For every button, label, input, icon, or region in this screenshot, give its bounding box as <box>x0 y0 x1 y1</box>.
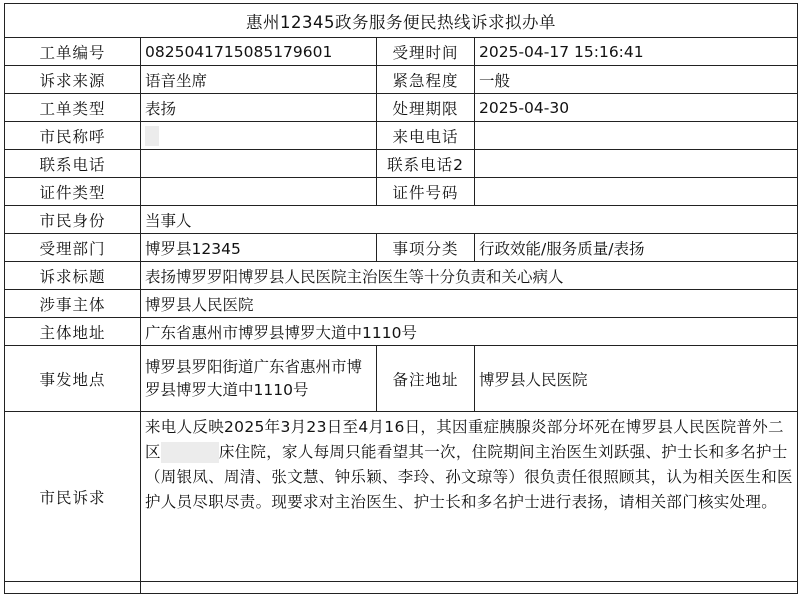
urgency-label: 紧急程度 <box>377 66 475 94</box>
urgency-value: 一般 <box>475 66 798 94</box>
work-order-form <box>4 3 797 594</box>
accept-time-label: 受理时间 <box>377 38 475 66</box>
id-type-label: 证件类型 <box>5 178 141 206</box>
form-title: 惠州12345政务服务便民热线诉求拟办单 <box>5 4 798 38</box>
contact-phone-label: 联系电话 <box>5 150 141 178</box>
entity-label: 涉事主体 <box>5 290 141 318</box>
category-value: 行政效能/服务质量/表扬 <box>475 234 798 262</box>
identity-label: 市民身份 <box>5 206 141 234</box>
subject-value: 表扬博罗罗阳博罗县人民医院主治医生等十分负责和关心病人 <box>141 262 798 290</box>
note-address-value: 博罗县人民医院 <box>475 346 798 412</box>
contact-phone2-label: 联系电话2 <box>377 150 475 178</box>
complaint-label: 市民诉求 <box>5 412 141 582</box>
identity-value: 当事人 <box>141 206 798 234</box>
type-value: 表扬 <box>141 94 377 122</box>
accept-time-value: 2025-04-17 15:16:41 <box>475 38 798 66</box>
work-order-table <box>4 3 798 594</box>
redaction-block <box>161 442 219 463</box>
order-no-value: 0825041715085179601 <box>141 38 377 66</box>
location-label: 事发地点 <box>5 346 141 412</box>
contact-phone2-value <box>475 150 798 178</box>
location-value: 博罗县罗阳街道广东省惠州市博罗县博罗大道中1110号 <box>141 346 377 412</box>
order-no-label: 工单编号 <box>5 38 141 66</box>
contact-phone-value <box>141 150 377 178</box>
entity-address-value: 广东省惠州市博罗县博罗大道中1110号 <box>141 318 798 346</box>
type-label: 工单类型 <box>5 94 141 122</box>
entity-address-label: 主体地址 <box>5 318 141 346</box>
entity-value: 博罗县人民医院 <box>141 290 798 318</box>
citizen-name-value <box>141 122 377 150</box>
deadline-label: 处理期限 <box>377 94 475 122</box>
deadline-value: 2025-04-30 <box>475 94 798 122</box>
dept-label: 受理部门 <box>5 234 141 262</box>
subject-label: 诉求标题 <box>5 262 141 290</box>
caller-phone-value <box>475 122 798 150</box>
dept-value: 博罗县12345 <box>141 234 377 262</box>
note-address-label: 备注地址 <box>377 346 475 412</box>
redaction-block <box>145 126 159 146</box>
id-no-label: 证件号码 <box>377 178 475 206</box>
id-type-value <box>141 178 377 206</box>
source-value: 语音坐席 <box>141 66 377 94</box>
complaint-text-part1: 来电人反映2025年3月23日至4月16日，其因重症胰腺炎部分坏死在博罗县人民医院普外二区 <box>145 418 784 461</box>
caller-phone-label: 来电电话 <box>377 122 475 150</box>
next-row-value <box>141 582 798 594</box>
complaint-value <box>141 412 798 582</box>
category-label: 事项分类 <box>377 234 475 262</box>
complaint-text-part2: 床住院，家人每周只能看望其一次，住院期间主治医生刘跃强、护士长和多名护士（周银凤、周清、张文慧、钟乐颖、李玲、孙文琼等）很负责任很照顾其，认为相关医生和医护人员尽职尽责。现要求对主治医生、护士长和多名护士进行表扬，请相关部门核实处理。 <box>145 443 793 511</box>
next-row-label <box>5 582 141 594</box>
source-label: 诉求来源 <box>5 66 141 94</box>
id-no-value <box>475 178 798 206</box>
citizen-name-label: 市民称呼 <box>5 122 141 150</box>
